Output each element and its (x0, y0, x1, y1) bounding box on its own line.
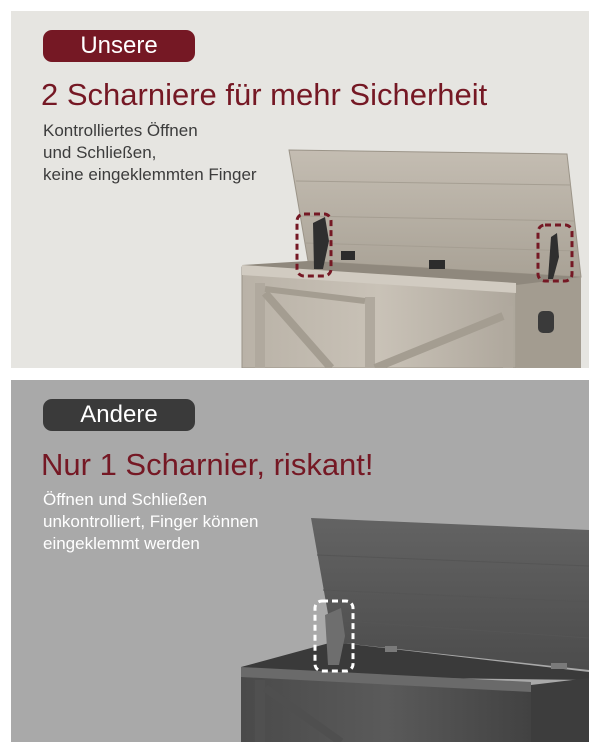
storage-chest-two-hinges-illustration (11, 11, 589, 368)
description-line: unkontrolliert, Finger können (43, 512, 259, 531)
description-line: keine eingeklemmten Finger (43, 165, 257, 184)
description-line: Öffnen und Schließen (43, 490, 208, 509)
headline-ours: 2 Scharniere für mehr Sicherheit (41, 77, 488, 112)
badge-ours: Unsere (43, 30, 195, 62)
storage-chest-one-hinge-illustration (11, 380, 589, 742)
description-others (43, 489, 313, 555)
badge-others: Andere (43, 399, 195, 431)
description-line: Kontrolliertes Öffnen (43, 121, 198, 140)
other-product-panel (11, 380, 589, 742)
headline-others: Nur 1 Scharnier, riskant! (41, 447, 374, 482)
description-line: und Schließen, (43, 143, 157, 162)
description-line: eingeklemmt werden (43, 534, 200, 553)
our-product-panel (11, 11, 589, 368)
description-ours (43, 120, 313, 186)
